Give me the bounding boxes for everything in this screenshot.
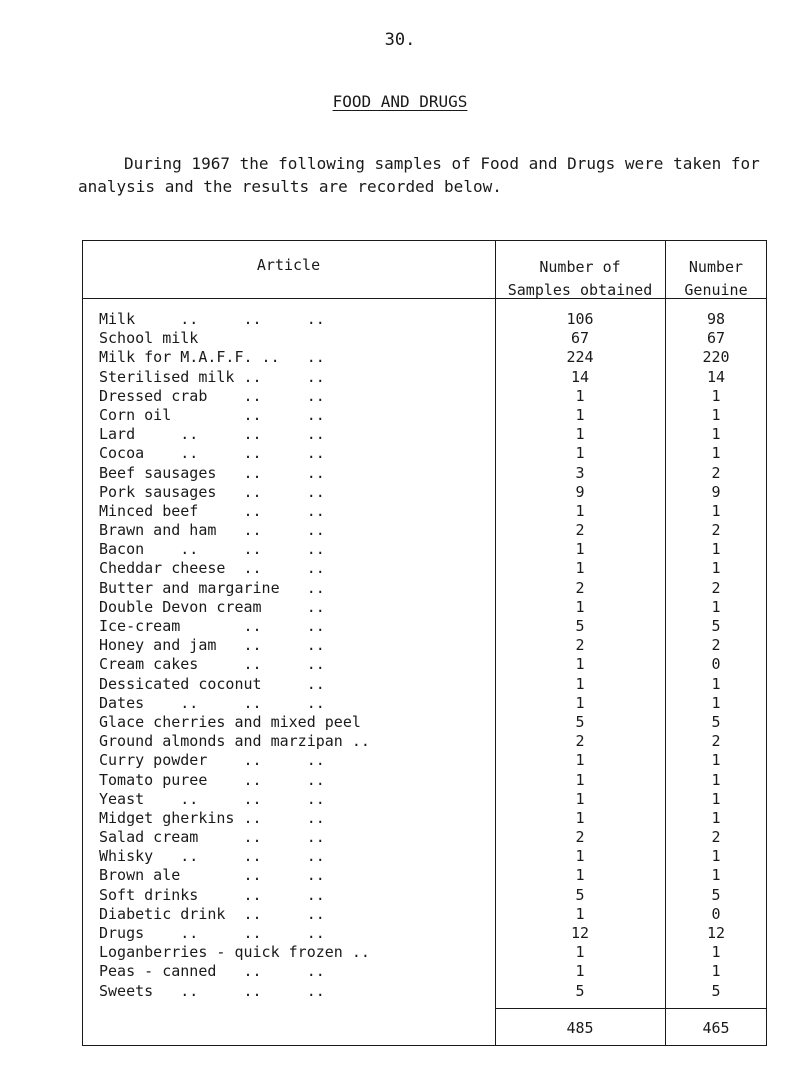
- row-genuine: 1: [711, 425, 721, 444]
- row-samples: 14: [570, 367, 590, 386]
- row-article: Milk .. .. ..: [99, 310, 325, 328]
- row-samples: 106: [566, 310, 594, 328]
- row-samples: 1: [575, 808, 585, 827]
- row-article: Cream cakes .. ..: [99, 655, 325, 674]
- row-samples: 5: [575, 885, 585, 904]
- row-genuine: 2: [711, 636, 721, 655]
- row-genuine: 2: [711, 578, 721, 597]
- row-samples: 2: [575, 521, 585, 540]
- row-samples: 1: [575, 540, 585, 559]
- row-genuine: 9: [711, 482, 721, 501]
- row-article: Pork sausages .. ..: [99, 482, 325, 501]
- row-article: Lard .. .. ..: [99, 425, 325, 444]
- table-row: [82, 559, 767, 578]
- total-samples: 485: [566, 1019, 594, 1037]
- row-article: Soft drinks .. ..: [99, 885, 325, 904]
- row-genuine: 5: [711, 712, 721, 731]
- row-samples: 1: [575, 847, 585, 866]
- total-genuine: 465: [702, 1019, 730, 1037]
- row-genuine: 1: [711, 444, 721, 463]
- row-article: Yeast .. .. ..: [99, 789, 325, 808]
- row-article: Dressed crab .. ..: [99, 386, 325, 405]
- row-samples: 2: [575, 828, 585, 847]
- table-row: [82, 866, 767, 885]
- page-number: 30.: [384, 30, 416, 50]
- row-article: Ground almonds and marzipan ..: [99, 732, 370, 751]
- row-article: Salad cream .. ..: [99, 828, 325, 847]
- table-row: [82, 348, 767, 367]
- table-row: [82, 540, 767, 559]
- table-row: [82, 809, 767, 828]
- row-samples: 1: [575, 425, 585, 444]
- table-row: [82, 579, 767, 598]
- row-genuine: 1: [711, 405, 721, 424]
- row-article: Tomato puree .. ..: [99, 770, 325, 789]
- table-row: [82, 598, 767, 617]
- table-row: [82, 732, 767, 751]
- section-heading: [0, 92, 800, 111]
- row-samples: 1: [575, 444, 585, 463]
- row-article: Whisky .. .. ..: [99, 847, 325, 866]
- row-samples: 1: [575, 655, 585, 674]
- row-article: Dessicated coconut ..: [99, 674, 325, 693]
- row-samples: 1: [575, 693, 585, 712]
- row-genuine: 2: [711, 521, 721, 540]
- table-row: [82, 694, 767, 713]
- table-row: [82, 847, 767, 866]
- row-article: Drugs .. .. ..: [99, 924, 325, 942]
- row-genuine: 1: [711, 751, 721, 770]
- table-row: [82, 771, 767, 790]
- table-row: [82, 329, 767, 348]
- row-genuine: 5: [711, 981, 721, 1000]
- table-rows: [82, 310, 767, 1001]
- row-genuine: 1: [711, 501, 721, 520]
- row-article: Sterilised milk .. ..: [99, 367, 325, 386]
- table-row: [82, 751, 767, 770]
- section-heading-text: FOOD AND DRUGS: [332, 92, 468, 111]
- row-article: Cheddar cheese .. ..: [99, 559, 325, 578]
- row-article: Ice-cream .. ..: [99, 617, 325, 635]
- table-row: [82, 464, 767, 483]
- row-samples: 12: [570, 924, 590, 942]
- row-genuine: 1: [711, 866, 721, 885]
- row-genuine: 14: [706, 367, 726, 386]
- row-article: Bacon .. .. ..: [99, 540, 325, 559]
- row-article: Diabetic drink .. ..: [99, 904, 325, 923]
- row-genuine: 5: [711, 885, 721, 904]
- row-genuine: 1: [711, 597, 721, 616]
- row-samples: 5: [575, 981, 585, 1000]
- row-genuine: 1: [711, 808, 721, 827]
- row-genuine: 1: [711, 386, 721, 405]
- row-genuine: 0: [711, 904, 721, 923]
- row-genuine: 5: [711, 617, 721, 635]
- row-genuine: 98: [706, 310, 726, 328]
- table-row: [82, 368, 767, 387]
- row-samples: 1: [575, 866, 585, 885]
- row-article: Cocoa .. .. ..: [99, 444, 325, 463]
- row-genuine: 1: [711, 962, 721, 981]
- table-row: [82, 636, 767, 655]
- intro-paragraph: [78, 152, 778, 198]
- row-article: Brawn and ham .. ..: [99, 521, 325, 540]
- row-genuine: 1: [711, 770, 721, 789]
- row-article: Brown ale .. ..: [99, 866, 325, 885]
- table-row: [82, 828, 767, 847]
- column-header-genuine: Number Genuine: [684, 258, 748, 299]
- row-article: Peas - canned .. ..: [99, 962, 325, 981]
- row-article: Loganberries - quick frozen ..: [99, 943, 370, 962]
- row-samples: 1: [575, 751, 585, 770]
- row-genuine: 1: [711, 693, 721, 712]
- row-genuine: 1: [711, 943, 721, 962]
- row-genuine: 220: [702, 348, 730, 367]
- table-row: [82, 387, 767, 406]
- row-samples: 1: [575, 674, 585, 693]
- table-row: [82, 943, 767, 962]
- totals-rule: [495, 1008, 767, 1009]
- row-samples: 1: [575, 962, 585, 981]
- row-article: Glace cherries and mixed peel: [99, 712, 361, 731]
- row-samples: 2: [575, 578, 585, 597]
- row-samples: 9: [575, 482, 585, 501]
- row-samples: 1: [575, 904, 585, 923]
- table-row: [82, 675, 767, 694]
- row-samples: 67: [570, 329, 590, 348]
- column-header-article: Article: [256, 256, 321, 274]
- row-samples: 1: [575, 386, 585, 405]
- row-article: Milk for M.A.F.F. .. ..: [99, 348, 325, 367]
- table-row: [82, 521, 767, 540]
- table-row: [82, 962, 767, 981]
- row-article: Midget gherkins .. ..: [99, 808, 325, 827]
- row-genuine: 2: [711, 828, 721, 847]
- table-row: [82, 483, 767, 502]
- table-row: [82, 924, 767, 943]
- row-samples: 224: [566, 348, 594, 367]
- row-article: Dates .. .. ..: [99, 693, 325, 712]
- row-samples: 1: [575, 597, 585, 616]
- row-samples: 1: [575, 501, 585, 520]
- row-genuine: 1: [711, 559, 721, 578]
- row-samples: 1: [575, 559, 585, 578]
- table-row: [82, 790, 767, 809]
- row-samples: 1: [575, 405, 585, 424]
- table-row: [82, 425, 767, 444]
- row-samples: 2: [575, 732, 585, 751]
- table-row: [82, 617, 767, 636]
- row-article: Minced beef .. ..: [99, 501, 325, 520]
- row-article: Butter and margarine ..: [99, 578, 325, 597]
- table-row: [82, 886, 767, 905]
- row-genuine: 12: [706, 924, 726, 942]
- row-genuine: 2: [711, 732, 721, 751]
- row-samples: 1: [575, 789, 585, 808]
- intro-text: During 1967 the following samples of Food and Drugs were taken for analysis and the results are recorded below.: [78, 154, 760, 196]
- row-samples: 1: [575, 770, 585, 789]
- row-genuine: 1: [711, 674, 721, 693]
- row-samples: 5: [575, 712, 585, 731]
- table-row: [82, 655, 767, 674]
- table-row: [82, 310, 767, 329]
- row-samples: 1: [575, 943, 585, 962]
- table-row: [82, 905, 767, 924]
- samples-table: [82, 240, 767, 1046]
- row-samples: 3: [575, 463, 585, 482]
- row-samples: 5: [575, 617, 585, 635]
- row-samples: 2: [575, 636, 585, 655]
- column-header-samples: Number of Samples obtained: [507, 258, 653, 299]
- row-genuine: 1: [711, 540, 721, 559]
- row-article: Beef sausages .. ..: [99, 463, 325, 482]
- row-article: Double Devon cream ..: [99, 597, 325, 616]
- row-article: Curry powder .. ..: [99, 751, 325, 770]
- table-row: [82, 406, 767, 425]
- row-genuine: 67: [706, 329, 726, 348]
- row-article: School milk: [99, 329, 199, 348]
- table-row: [82, 444, 767, 463]
- row-genuine: 1: [711, 789, 721, 808]
- row-article: Sweets .. .. ..: [99, 981, 325, 1000]
- row-genuine: 1: [711, 847, 721, 866]
- row-article: Honey and jam .. ..: [99, 636, 325, 655]
- table-row: [82, 502, 767, 521]
- row-genuine: 0: [711, 655, 721, 674]
- row-article: Corn oil .. ..: [99, 405, 325, 424]
- table-row: [82, 982, 767, 1001]
- row-genuine: 2: [711, 463, 721, 482]
- table-row: [82, 713, 767, 732]
